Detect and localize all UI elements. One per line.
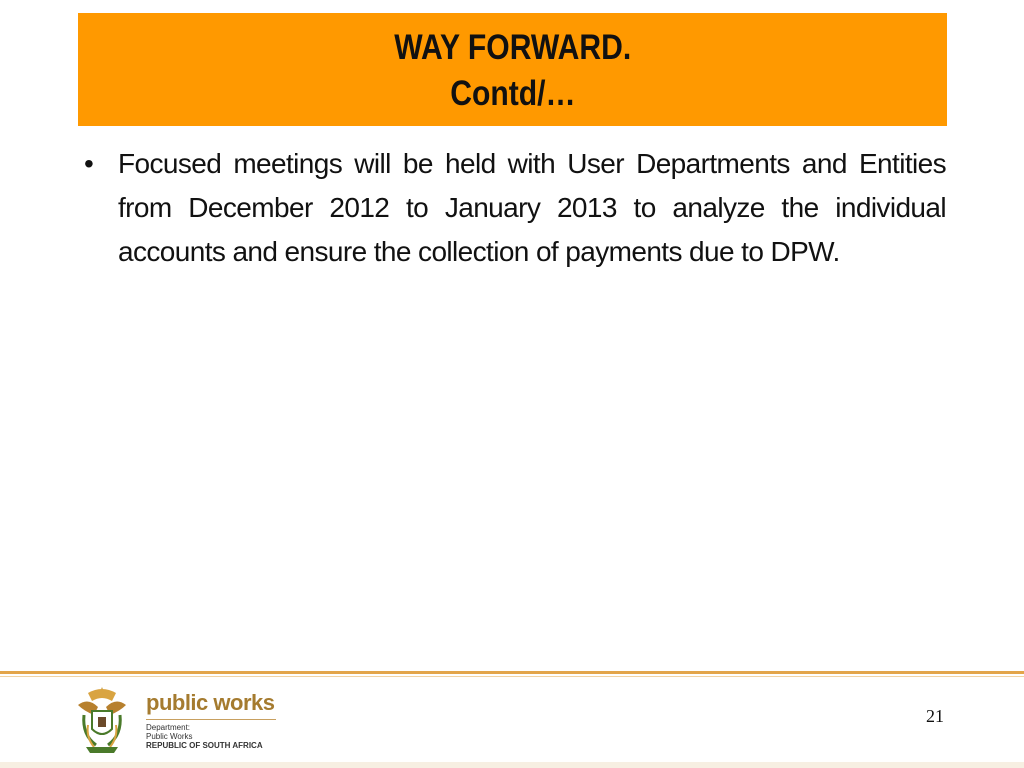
logo-country: REPUBLIC OF SOUTH AFRICA: [146, 740, 263, 750]
bullet-marker: •: [84, 148, 94, 179]
logo-rule: [146, 719, 276, 720]
slide-subtitle: Contd/…: [449, 73, 576, 113]
bullet-list: [84, 142, 946, 274]
logo-brand: public works: [146, 689, 275, 715]
footer-divider: [0, 671, 1024, 674]
bullet-text: Focused meetings will be held with User Departments and Entities from December 2012 to January 2013 to analyze the individual accounts and ensure the collection of payments due to DPW.: [118, 148, 946, 267]
coat-of-arms-icon: [74, 685, 130, 755]
logo-department-name: Public Works: [146, 731, 193, 741]
footer-divider-thin: [0, 676, 1024, 677]
page-number: 21: [926, 706, 944, 726]
logo-department-label: Department:: [146, 722, 191, 732]
logo-text: [146, 691, 276, 750]
title-bar: [78, 13, 947, 126]
slide-title: WAY FORWARD.: [394, 27, 631, 67]
bullet-item: [84, 142, 946, 274]
bottom-band: [0, 762, 1024, 768]
department-logo: [74, 684, 284, 756]
